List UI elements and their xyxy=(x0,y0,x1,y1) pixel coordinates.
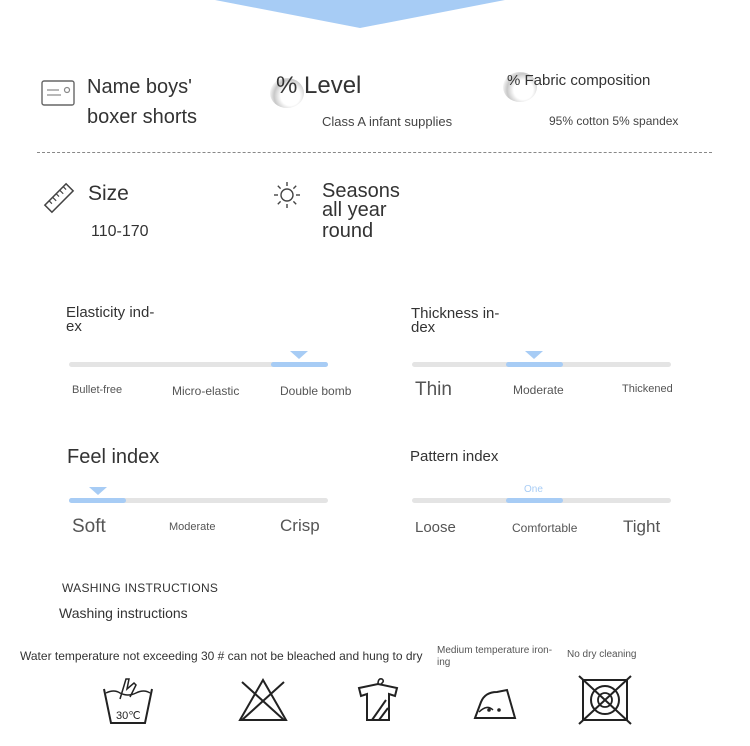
wash-temp-text: 30℃ xyxy=(116,710,141,722)
name-label-line2: boxer shorts xyxy=(87,106,198,128)
thickness-option-2: Moderate xyxy=(513,383,564,397)
size-value: 110-170 xyxy=(91,223,149,240)
feel-marker xyxy=(89,487,107,495)
size-label: Size xyxy=(88,182,129,205)
level-label: % Level xyxy=(276,72,362,99)
elasticity-title-line1: Elasticity ind- xyxy=(66,304,155,321)
water-temp-label: Water temperature not exceeding 30 # can not be bleached and hung to dry xyxy=(20,649,423,663)
top-banner xyxy=(215,0,505,28)
no-dry-clean-icon xyxy=(579,676,631,724)
hand-wash-icon xyxy=(102,675,154,725)
seasons-line2: all year xyxy=(322,199,387,221)
iron-label-line2: ing xyxy=(437,657,451,668)
pattern-marker-label: One xyxy=(524,484,543,495)
iron-icon xyxy=(473,680,517,720)
no-bleach-icon xyxy=(238,678,288,722)
thickness-option-1: Thin xyxy=(415,379,452,400)
washing-subheader: Washing instructions xyxy=(59,605,188,621)
no-dry-clean-label: No dry cleaning xyxy=(567,649,637,660)
seasons-line1: Seasons xyxy=(322,180,400,202)
feel-option-3: Crisp xyxy=(280,516,320,535)
fabric-value: 95% cotton 5% spandex xyxy=(549,114,679,128)
thickness-fill xyxy=(506,362,563,367)
feel-title: Feel index xyxy=(67,446,160,468)
fabric-label: % Fabric composition xyxy=(507,72,651,89)
elasticity-option-2: Micro-elastic xyxy=(172,384,240,398)
pattern-option-1: Loose xyxy=(415,519,456,536)
level-value: Class A infant supplies xyxy=(322,114,453,129)
feel-fill xyxy=(69,498,126,503)
name-label-line1: Name boys' xyxy=(87,76,192,98)
ruler-icon xyxy=(44,183,74,213)
iron-label-line1: Medium temperature iron- xyxy=(437,645,553,656)
sun-icon xyxy=(273,181,301,209)
pattern-option-2: Comfortable xyxy=(512,521,578,535)
section-divider xyxy=(37,152,712,153)
feel-option-1: Soft xyxy=(72,516,106,537)
pattern-option-3: Tight xyxy=(623,517,661,536)
elasticity-title-line2: ex xyxy=(66,318,82,335)
elasticity-fill xyxy=(271,362,328,367)
thickness-option-3: Thickened xyxy=(622,383,673,395)
thickness-title-line1: Thickness in- xyxy=(411,305,500,322)
elasticity-marker xyxy=(290,351,308,359)
hang-dry-icon xyxy=(357,676,399,722)
feel-option-2: Moderate xyxy=(169,521,216,533)
seasons-line3: round xyxy=(322,220,374,242)
pattern-title: Pattern index xyxy=(410,448,499,465)
elasticity-option-1: Bullet-free xyxy=(72,384,123,396)
washing-header: WASHING INSTRUCTIONS xyxy=(62,581,219,595)
elasticity-option-3: Double bomb xyxy=(280,384,352,398)
label-tag-icon xyxy=(41,80,75,106)
thickness-marker xyxy=(525,351,543,359)
thickness-title-line2: dex xyxy=(411,319,436,336)
pattern-fill xyxy=(506,498,563,503)
